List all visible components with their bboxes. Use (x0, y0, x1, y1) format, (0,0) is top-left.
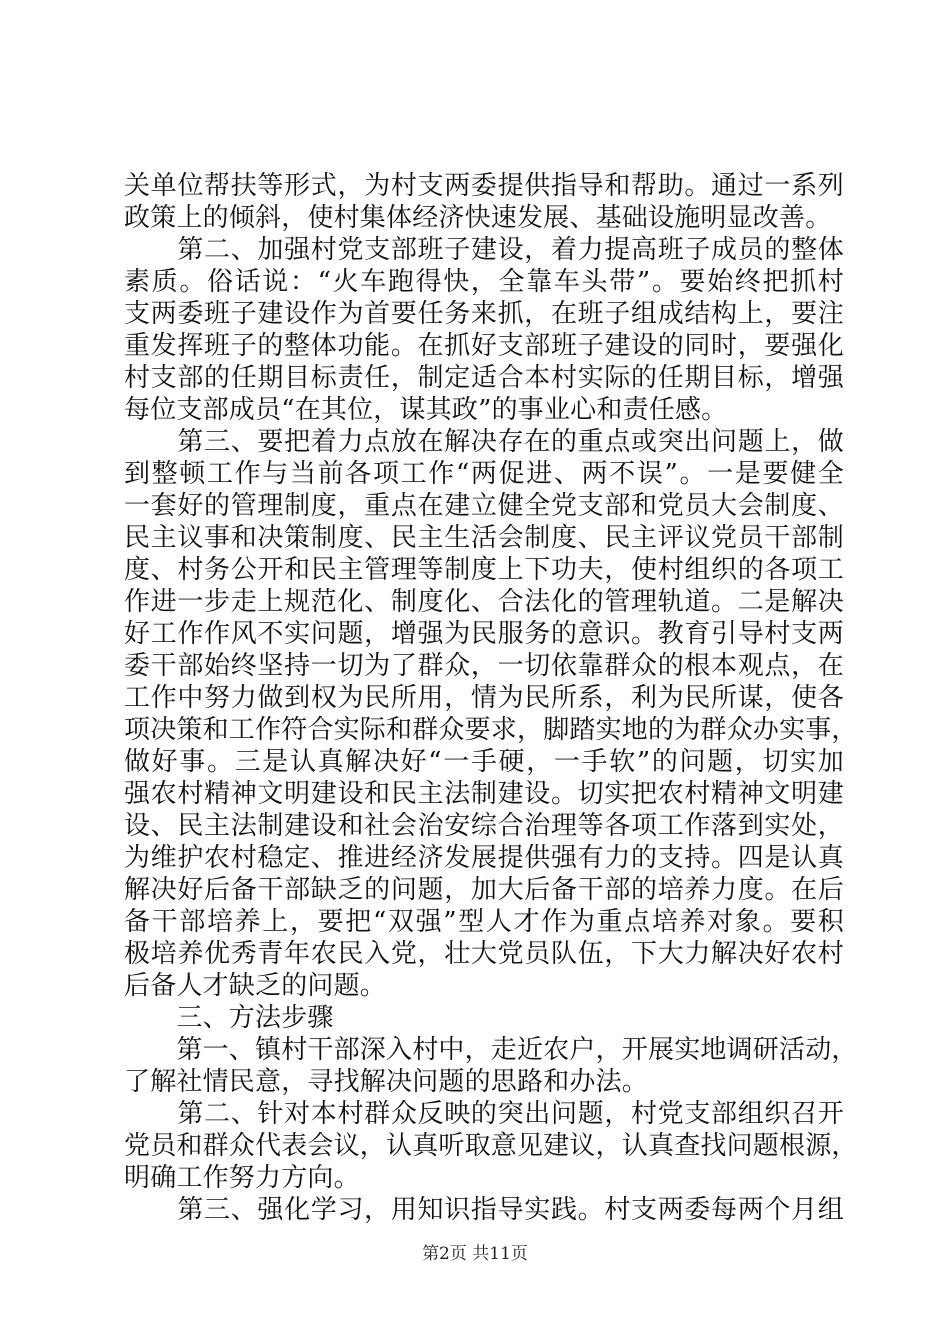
text-line-28: 第一、镇村干部深入村中，走近农户，开展实地调研活动， (124, 1035, 858, 1065)
text-line-8: 每位支部成员“在其位，谋其政”的事业心和责任感。 (124, 395, 728, 425)
text-line-32: 明确工作努力方向。 (124, 1163, 360, 1193)
text-line-9: 第三、要把着力点放在解决存在的重点或突出问题上，做 (124, 427, 844, 457)
text-line-22: 为维护农村稳定、推进经济发展提供强有力的支持。四是认真 (124, 843, 844, 873)
text-line-24: 备干部培养上，要把“双强”型人才作为重点培养对象。要积 (124, 907, 844, 937)
text-line-17: 工作中努力做到权为民所用，情为民所系，利为民所谋，使各 (124, 683, 844, 713)
text-line-10: 到整顿工作与当前各项工作“两促进、两不误”。一是要健全 (124, 459, 844, 489)
text-line-12: 民主议事和决策制度、民主生活会制度、民主评议党员干部制 (124, 523, 844, 553)
text-line-29: 了解社情民意，寻找解决问题的思路和办法。 (124, 1067, 649, 1097)
text-line-14: 作进一步走上规范化、制度化、合法化的管理轨道。二是解决 (124, 587, 844, 617)
text-line-16: 委干部始终坚持一切为了群众，一切依靠群众的根本观点，在 (124, 651, 844, 681)
text-line-30: 第二、针对本村群众反映的突出问题，村党支部组织召开 (124, 1099, 844, 1129)
text-line-13: 度、村务公开和民主管理等制度上下功夫，使村组织的各项工 (124, 555, 844, 585)
text-line-2: 政策上的倾斜，使村集体经济快速发展、基础设施明显改善。 (124, 203, 832, 233)
text-line-23: 解决好后备干部缺乏的问题，加大后备干部的培养力度。在后 (124, 875, 844, 905)
page-number-footer: 第2页 共11页 (422, 1244, 528, 1264)
document-body (124, 170, 858, 1226)
text-line-3: 第二、加强村党支部班子建设，着力提高班子成员的整体 (124, 235, 844, 265)
text-line-7: 村支部的任期目标责任，制定适合本村实际的任期目标，增强 (124, 363, 844, 393)
text-line-21: 设、民主法制建设和社会治安综合治理等各项工作落到实处， (124, 811, 844, 841)
text-line-1: 关单位帮扶等形式，为村支两委提供指导和帮助。通过一系列 (124, 171, 844, 201)
text-line-19: 做好事。三是认真解决好“一手硬，一手软”的问题，切实加 (124, 747, 844, 777)
text-line-11: 一套好的管理制度，重点在建立健全党支部和党员大会制度、 (124, 491, 844, 521)
text-line-4: 素质。俗话说：“火车跑得快，全靠车头带”。要始终把抓村 (124, 267, 844, 297)
text-line-15: 好工作作风不实问题，增强为民服务的意识。教育引导村支两 (124, 619, 844, 649)
text-line-33: 第三、强化学习，用知识指导实践。村支两委每两个月组 (124, 1195, 844, 1225)
text-line-26: 后备人才缺乏的问题。 (124, 971, 387, 1001)
section-heading-methods: 三、方法步骤 (124, 1003, 334, 1033)
text-line-25: 极培养优秀青年农民入党，壮大党员队伍，下大力解决好农村 (124, 939, 844, 969)
text-line-5: 支两委班子建设作为首要任务来抓，在班子组成结构上，要注 (124, 299, 844, 329)
text-line-18: 项决策和工作符合实际和群众要求，脚踏实地的为群众办实事， (124, 715, 858, 745)
text-line-20: 强农村精神文明建设和民主法制建设。切实把农村精神文明建 (124, 779, 844, 809)
text-line-31: 党员和群众代表会议，认真听取意见建议，认真查找问题根源， (124, 1131, 858, 1161)
text-line-6: 重发挥班子的整体功能。在抓好支部班子建设的同时，要强化 (124, 331, 844, 361)
